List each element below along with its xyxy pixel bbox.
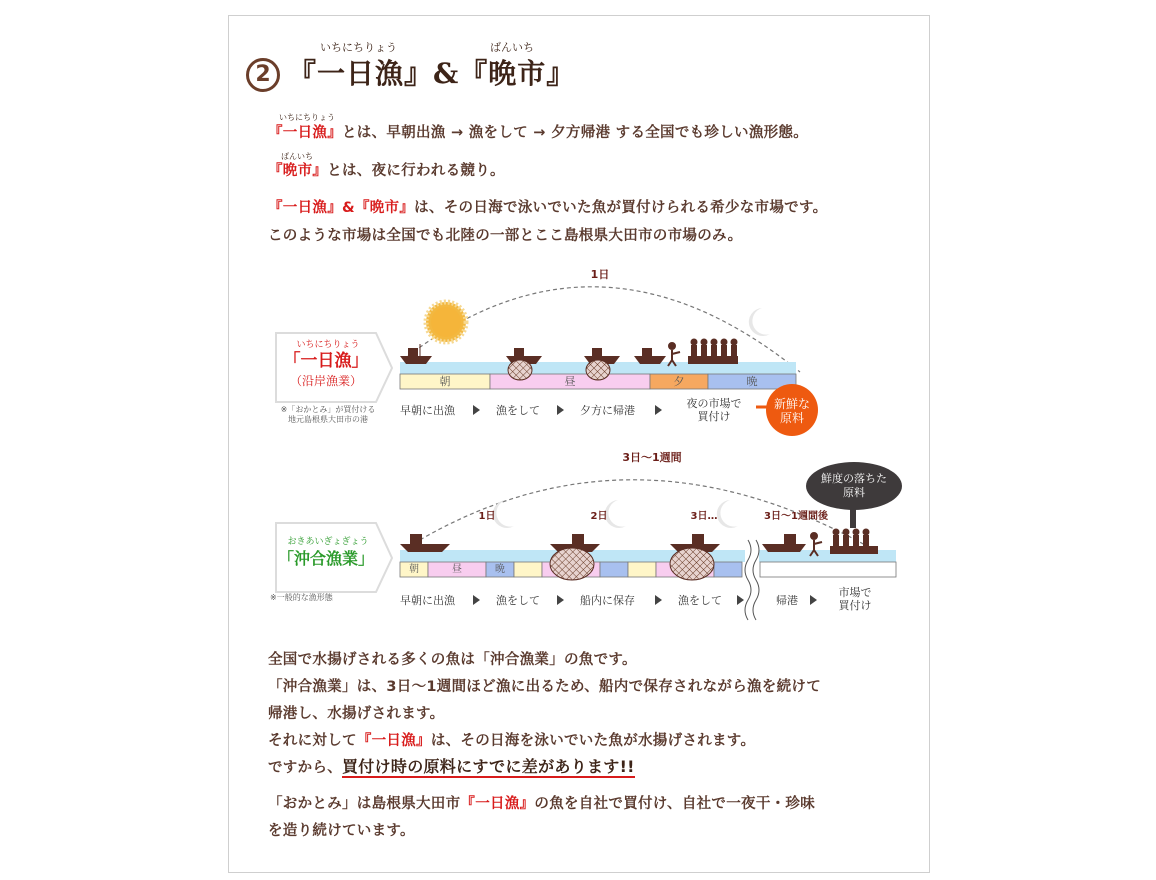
body-line-2: 「沖合漁業」は、3日〜1週間ほど漁に出るため、船内で保存されながら漁を続けて <box>268 679 821 695</box>
period2-night: 晩 <box>495 564 505 575</box>
fishing-net-icon <box>550 548 594 580</box>
label1-name: 「一日漁」 <box>283 351 369 371</box>
step2-return: 帰港 <box>776 594 798 607</box>
period-night: 晩 <box>746 375 758 388</box>
period-morning: 朝 <box>439 375 451 388</box>
body-line-7: を造り続けています。 <box>268 823 415 839</box>
step1-early-departure: 早朝に出漁 <box>400 404 455 417</box>
night-label-week: 3日〜1週間後 <box>764 511 828 522</box>
step-arrow-icon <box>655 405 662 415</box>
step2-market: 市場で <box>838 586 872 599</box>
market-crowd-icon <box>830 529 878 555</box>
boat-icon <box>762 544 806 552</box>
moon-icon <box>749 308 770 336</box>
body-line-1: 全国で水揚げされる多くの魚は「沖合漁業」の魚です。 <box>268 652 637 668</box>
label2-note: ※一般的な漁形態 <box>270 593 333 602</box>
fishing-net-icon <box>670 548 714 580</box>
night-label-2: 2日 <box>590 511 608 522</box>
intro-ruby-2: ばんいち <box>281 152 313 161</box>
period2-morning: 朝 <box>409 564 419 575</box>
step2-storage: 船内に保存 <box>580 594 635 607</box>
period-evening: 夕 <box>673 375 685 388</box>
sun-icon <box>426 302 466 342</box>
step2-fishing-again: 漁をして <box>678 594 722 607</box>
step1-return: 夕方に帰港 <box>580 404 635 417</box>
intro-line-3: 『一日漁』&『晩市』は、その日海で泳いでいた魚が買付けられる希少な市場です。 <box>268 200 828 216</box>
step1-fishing: 漁をして <box>496 404 540 417</box>
badge-fresh-line1: 新鮮な <box>773 397 810 411</box>
step-arrow-icon <box>557 595 564 605</box>
highlight-difference: 買付け時の原料にすでに差があります!! <box>342 757 635 776</box>
arc-label-week: 3日〜1週間 <box>622 451 682 464</box>
arc-label-1day: 1日 <box>590 268 610 281</box>
step2-purchase: 買付け <box>838 599 872 612</box>
badge-fresh-line2: 原料 <box>779 411 804 425</box>
intro-ruby-1: いちにちりょう <box>279 113 335 122</box>
title-ruby-ichinichiryo: いちにちりょう <box>320 41 397 54</box>
step-arrow-icon <box>655 595 662 605</box>
title-ruby-banichi: ばんいち <box>490 41 534 54</box>
step-arrow-icon <box>473 595 480 605</box>
body-line-5: ですから、買付け時の原料にすでに差があります!! <box>268 757 635 776</box>
term-ichinichiryo: 『一日漁』 <box>268 125 342 141</box>
step2-early-departure: 早朝に出漁 <box>400 594 455 607</box>
section-number-badge: 2 <box>246 58 280 92</box>
night-label-1: 1日 <box>478 511 496 522</box>
intro-line-4: このような市場は全国でも北陸の一部とここ島根県大田市の市場のみ。 <box>268 228 743 244</box>
label1-note2: 地元島根県大田市の港 <box>288 415 368 424</box>
period-day: 昼 <box>564 375 576 388</box>
step-arrow-icon <box>473 405 480 415</box>
step2-fishing: 漁をして <box>496 594 540 607</box>
intro-line-1: 『一日漁』とは、早朝出漁 → 漁をして → 夕方帰港 する全国でも珍しい漁形態。 <box>268 125 809 141</box>
label2-name: 「沖合漁業」 <box>277 549 374 568</box>
label1-ruby: いちにちりょう <box>296 340 360 350</box>
bubble-line1: 鮮度の落ちた <box>821 472 887 485</box>
step-arrow-icon <box>557 405 564 415</box>
step1-night-market: 夜の市場で <box>686 397 742 410</box>
term-ichinichiryo: 『一日漁』 <box>356 733 431 749</box>
page-title: 『一日漁』&『晩市』 <box>288 57 576 90</box>
term-ichinichiryo: 『一日漁』 <box>460 796 535 812</box>
term-banichi: 『晩市』 <box>268 163 328 179</box>
label1-sub: （沿岸漁業） <box>289 374 362 388</box>
night-label-3: 3日… <box>690 511 718 522</box>
step-arrow-icon <box>810 595 817 605</box>
term-both: 『一日漁』&『晩市』 <box>268 200 415 216</box>
body-line-4: それに対して『一日漁』は、その日海を泳いでいた魚が水揚げされます。 <box>268 733 756 749</box>
body-line-3: 帰港し、水揚げされます。 <box>268 706 445 722</box>
step-arrow-icon <box>737 595 744 605</box>
market-crowd-icon <box>688 339 738 365</box>
bubble-line2: 原料 <box>843 486 865 499</box>
intro-line-2: 『晩市』とは、夜に行われる競り。 <box>268 163 505 179</box>
label2-ruby: おきあいぎょぎょう <box>287 537 369 547</box>
boat-icon <box>400 544 450 552</box>
body-line-6: 「おかとみ」は島根県大田市『一日漁』の魚を自社で買付け、自社で一夜干・珍味 <box>268 796 816 812</box>
step1-purchase: 買付け <box>697 410 731 423</box>
label1-note1: ※「おかとみ」が買付ける <box>280 405 376 414</box>
period2-day: 昼 <box>452 564 462 575</box>
